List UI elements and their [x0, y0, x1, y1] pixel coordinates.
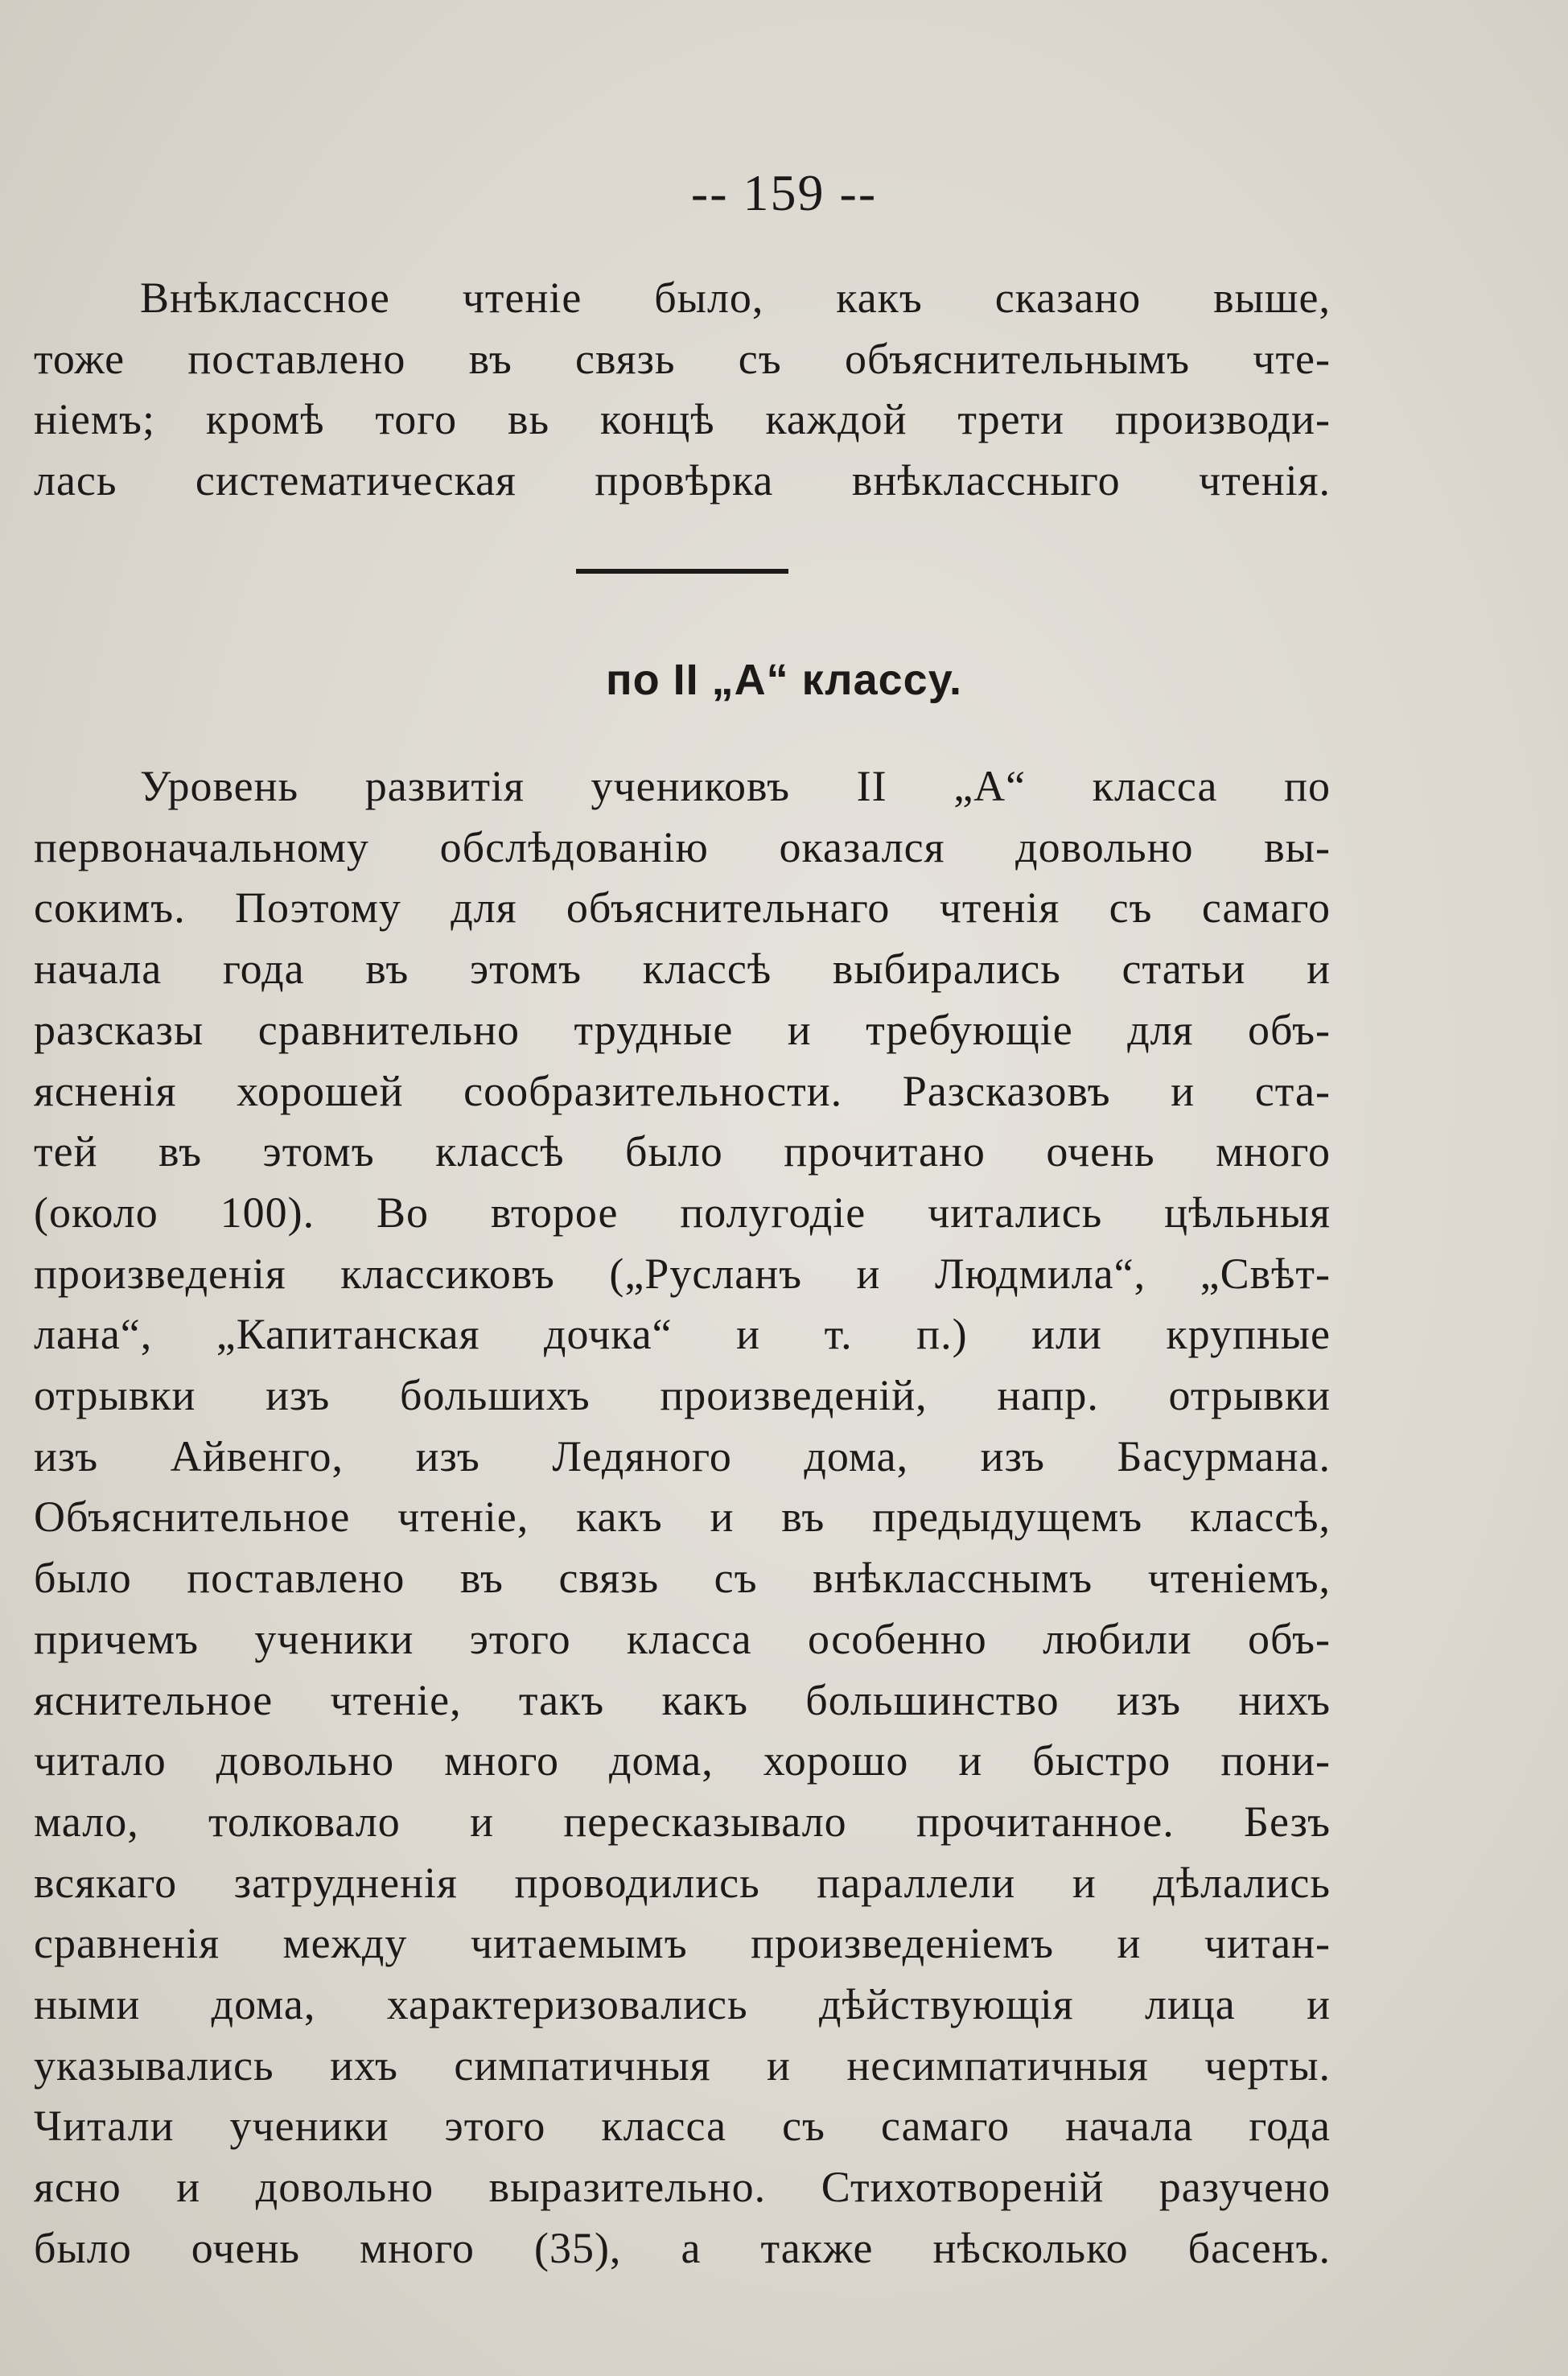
- text-line: ясно и довольно выразительно. Стихотвореній разучено: [34, 2163, 1331, 2212]
- text-line: указывались ихъ симпатичныя и несимпатичныя черты.: [34, 2040, 1331, 2090]
- text-line: (около 100). Во второе полугодіе читались цѣльныя: [34, 1188, 1331, 1237]
- text-line: яснительное чтеніе, такъ какъ большинство изъ нихъ: [34, 1675, 1331, 1724]
- section-heading: по II „А“ классу.: [606, 656, 962, 704]
- text-line: изъ Айвенго, изъ Ледяного дома, изъ Басурмана.: [34, 1431, 1331, 1480]
- text-line: Внѣклассное чтеніе было, какъ сказано выше,: [140, 274, 1331, 322]
- text-line: ясненія хорошей сообразительности. Разсказовъ и ста-: [34, 1066, 1331, 1115]
- text-line: мало, толковало и пересказывало прочитанное. Безъ: [34, 1797, 1331, 1846]
- text-line: было поставлено въ связь съ внѣкласснымъ чтеніемъ,: [34, 1554, 1331, 1603]
- text-line: лась систематическая провѣрка внѣклассныго чтенія.: [34, 456, 1331, 505]
- text-line: сравненія между читаемымъ произведеніемъ и читан-: [34, 1919, 1331, 1968]
- text-line: читало довольно много дома, хорошо и быстро пони-: [34, 1736, 1331, 1785]
- text-line: первоначальному обслѣдованію оказался довольно вы-: [34, 822, 1331, 871]
- paragraph-class-2a: [34, 756, 1331, 2279]
- text-line: Читали ученики этого класса съ самаго начала года: [34, 2102, 1331, 2151]
- text-line: Объяснительное чтеніе, какъ и въ предыдущемъ классѣ,: [34, 1493, 1331, 1542]
- text-line: было очень много (35), а также нѣсколько басенъ.: [34, 2223, 1331, 2272]
- text-line: начала года въ этомъ классѣ выбирались статьи и: [34, 945, 1331, 994]
- text-line: причемъ ученики этого класса особенно любили объ-: [34, 1614, 1331, 1663]
- text-line: сокимъ. Поэтому для объяснительнаго чтенія съ самаго: [34, 883, 1331, 933]
- text-line: произведенія классиковъ („Русланъ и Людмила“, „Свѣт-: [34, 1249, 1331, 1298]
- text-line: всякаго затрудненія проводились параллели и дѣлались: [34, 1858, 1331, 1907]
- text-line: Уровень развитія учениковъ II „А“ класса по: [140, 762, 1331, 810]
- text-line: лана“, „Капитанская дочка“ и т. п.) или крупные: [34, 1310, 1331, 1359]
- text-line: отрывки изъ большихъ произведеній, напр. отрывки: [34, 1371, 1331, 1420]
- page-number: -- 159 --: [690, 164, 878, 221]
- text-line: тоже поставлено въ связь съ объяснительнымъ чте-: [34, 334, 1331, 383]
- text-line: разсказы сравнительно трудные и требующіе для объ-: [34, 1005, 1331, 1054]
- text-line: ніемъ; кромѣ того вь концѣ каждой трети производи-: [34, 395, 1331, 444]
- paragraph-extracurricular-reading: [34, 268, 1331, 512]
- text-line: ными дома, характеризовались дѣйствующія лица и: [34, 1980, 1331, 2029]
- text-line: тей въ этомъ классѣ было прочитано очень много: [34, 1127, 1331, 1176]
- section-divider: [576, 569, 788, 574]
